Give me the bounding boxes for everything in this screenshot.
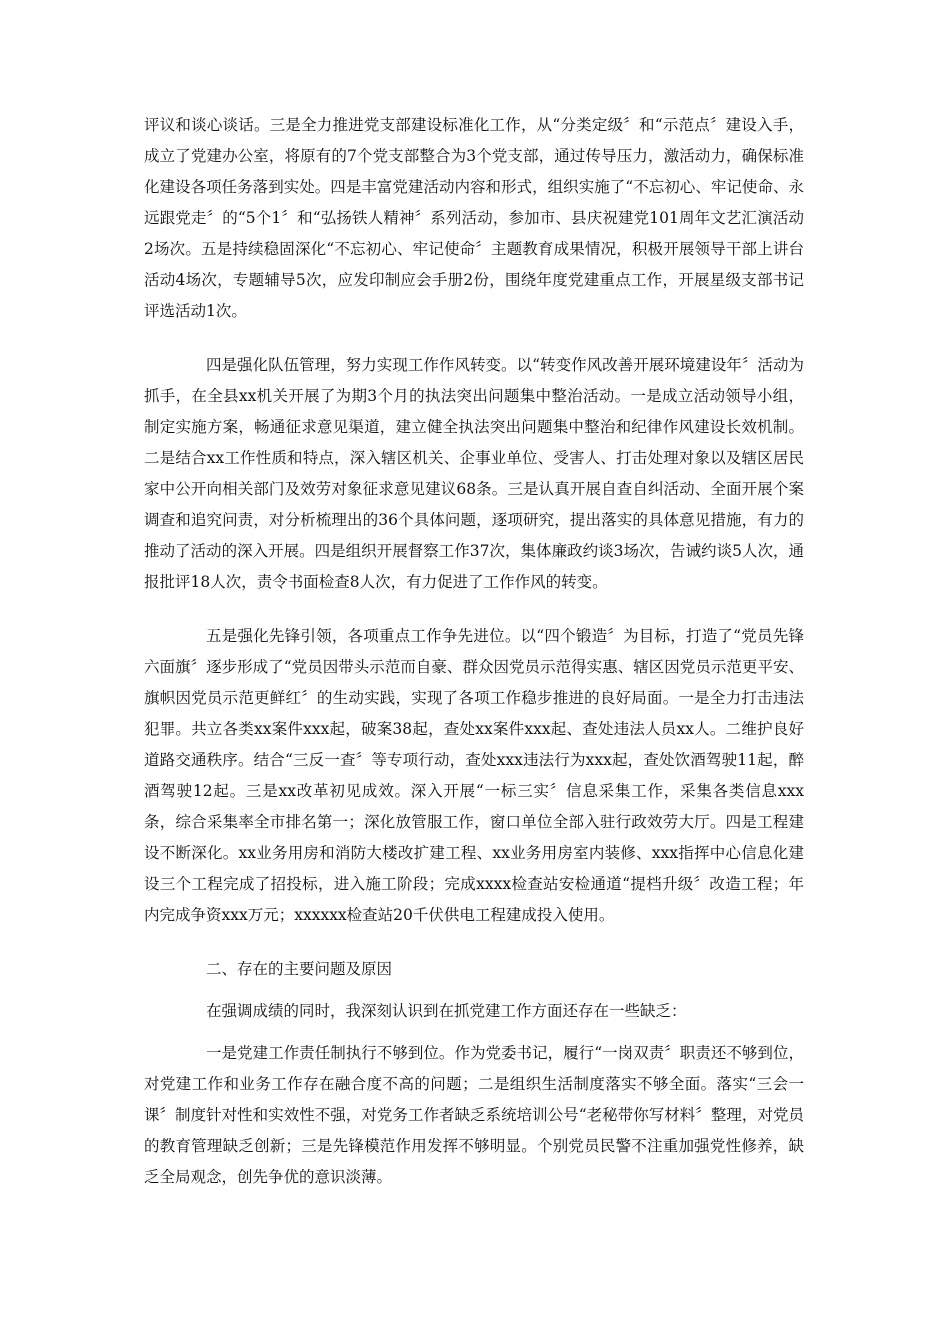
paragraph-spacer — [144, 985, 804, 996]
paragraph-problems-intro: 在强调成绩的同时，我深刻认识到在抓党建工作方面还存在一些缺乏： — [206, 1002, 687, 1020]
paragraph-spacer — [144, 327, 804, 350]
paragraph-vanguard-leadership: 五是强化先锋引领，各项重点工作争先进位。以“四个锻造〞为目标，打造了“党员先锋六面旗〞逐步形成了“党员因带头示范而自豪、群众因党员示范得实惠、辖区因党员示范更平安、旗帜因党员示范更鲜红〞的生动实践，实现了各项工作稳步推进的良好局面。一是全力打击违法犯罪。共立各类xx案件xxx起，破案38起，查处xx案件xxx起、查处违法人员xx人。二维护良好道路交通秩序。结合“三反一查〞等专项行动，查处xxx违法行为xxx起，查处饮酒驾驶11起，醉酒驾驶12起。三是xx改革初见成效。深入开展“一标三实〞信息采集工作，采集各类信息xxx条，综合采集率全市排名第一；深化放管服工作，窗口单位全部入驻行政效劳大厅。四是工程建设不断深化。xx业务用房和消防大楼改扩建工程、xx业务用房室内装修、xxx指挥中心信息化建设三个工程完成了招投标，进入施工阶段；完成xxxx检查站安检通道“提档升级〞改造工程；年内完成争资xxx万元；xxxxxx检查站20千伏供电工程建成投入使用。 — [144, 627, 804, 924]
paragraph-spacer — [144, 931, 804, 954]
section-heading-problems: 二、存在的主要问题及原因 — [206, 960, 393, 978]
paragraph-team-management: 四是强化队伍管理，努力实现工作作风转变。以“转变作风改善开展环境建设年〞活动为抓手，在全县xx机关开展了为期3个月的执法突出问题集中整治活动。一是成立活动领导小组，制定实施方案，畅通征求意见渠道，建立健全执法突出问题集中整治和纪律作风建设长效机制。二是结合xx工作性质和特点，深入辖区机关、企事业单位、受害人、打击处理对象以及辖区居民家中公开向相关部门及效劳对象征求意见建议68条。三是认真开展自查自纠活动、全面开展个案调查和追究问责，对分析梳理出的36个具体问题，逐项研究，提出落实的具体意见措施，有力的推动了活动的深入开展。四是组织开展督察工作37次，集体廉政约谈3场次，告诫约谈5人次，通报批评18人次，责令书面检查8人次，有力促进了工作作风的转变。 — [144, 356, 804, 591]
paragraph-spacer — [144, 598, 804, 621]
paragraph-spacer — [144, 1027, 804, 1038]
document-body — [144, 110, 804, 1193]
paragraph-problems-detail: 一是党建工作责任制执行不够到位。作为党委书记，履行“一岗双责〞职责还不够到位，对党建工作和业务工作存在融合度不高的问题；二是组织生活制度落实不够全面。落实“三会一课〞制度针对性和实效性不强，对党务工作者缺乏系统培训公号“老秘带你写材料〞整理，对党员的教育管理缺乏创新；三是先锋模范作用发挥不够明显。个别党员民警不注重加强党性修养，缺乏全局观念，创先争优的意识淡薄。 — [144, 1044, 804, 1186]
paragraph-party-building-continued: 评议和谈心谈话。三是全力推进党支部建设标准化工作，从“分类定级〞和“示范点〞建设入手，成立了党建办公室，将原有的7个党支部整合为3个党支部，通过传导压力，激活动力，确保标准化建设各项任务落到实处。四是丰富党建活动内容和形式，组织实施了“不忘初心、牢记使命、永远跟党走〞的“5个1〞和“弘扬铁人精神〞系列活动，参加市、县庆祝建党101周年文艺汇演活动2场次。五是持续稳固深化“不忘初心、牢记使命〞主题教育成果情况，积极开展领导干部上讲台活动4场次，专题辅导5次，应发印制应会手册2份，围绕年度党建重点工作，开展星级支部书记评选活动1次。 — [144, 116, 804, 320]
